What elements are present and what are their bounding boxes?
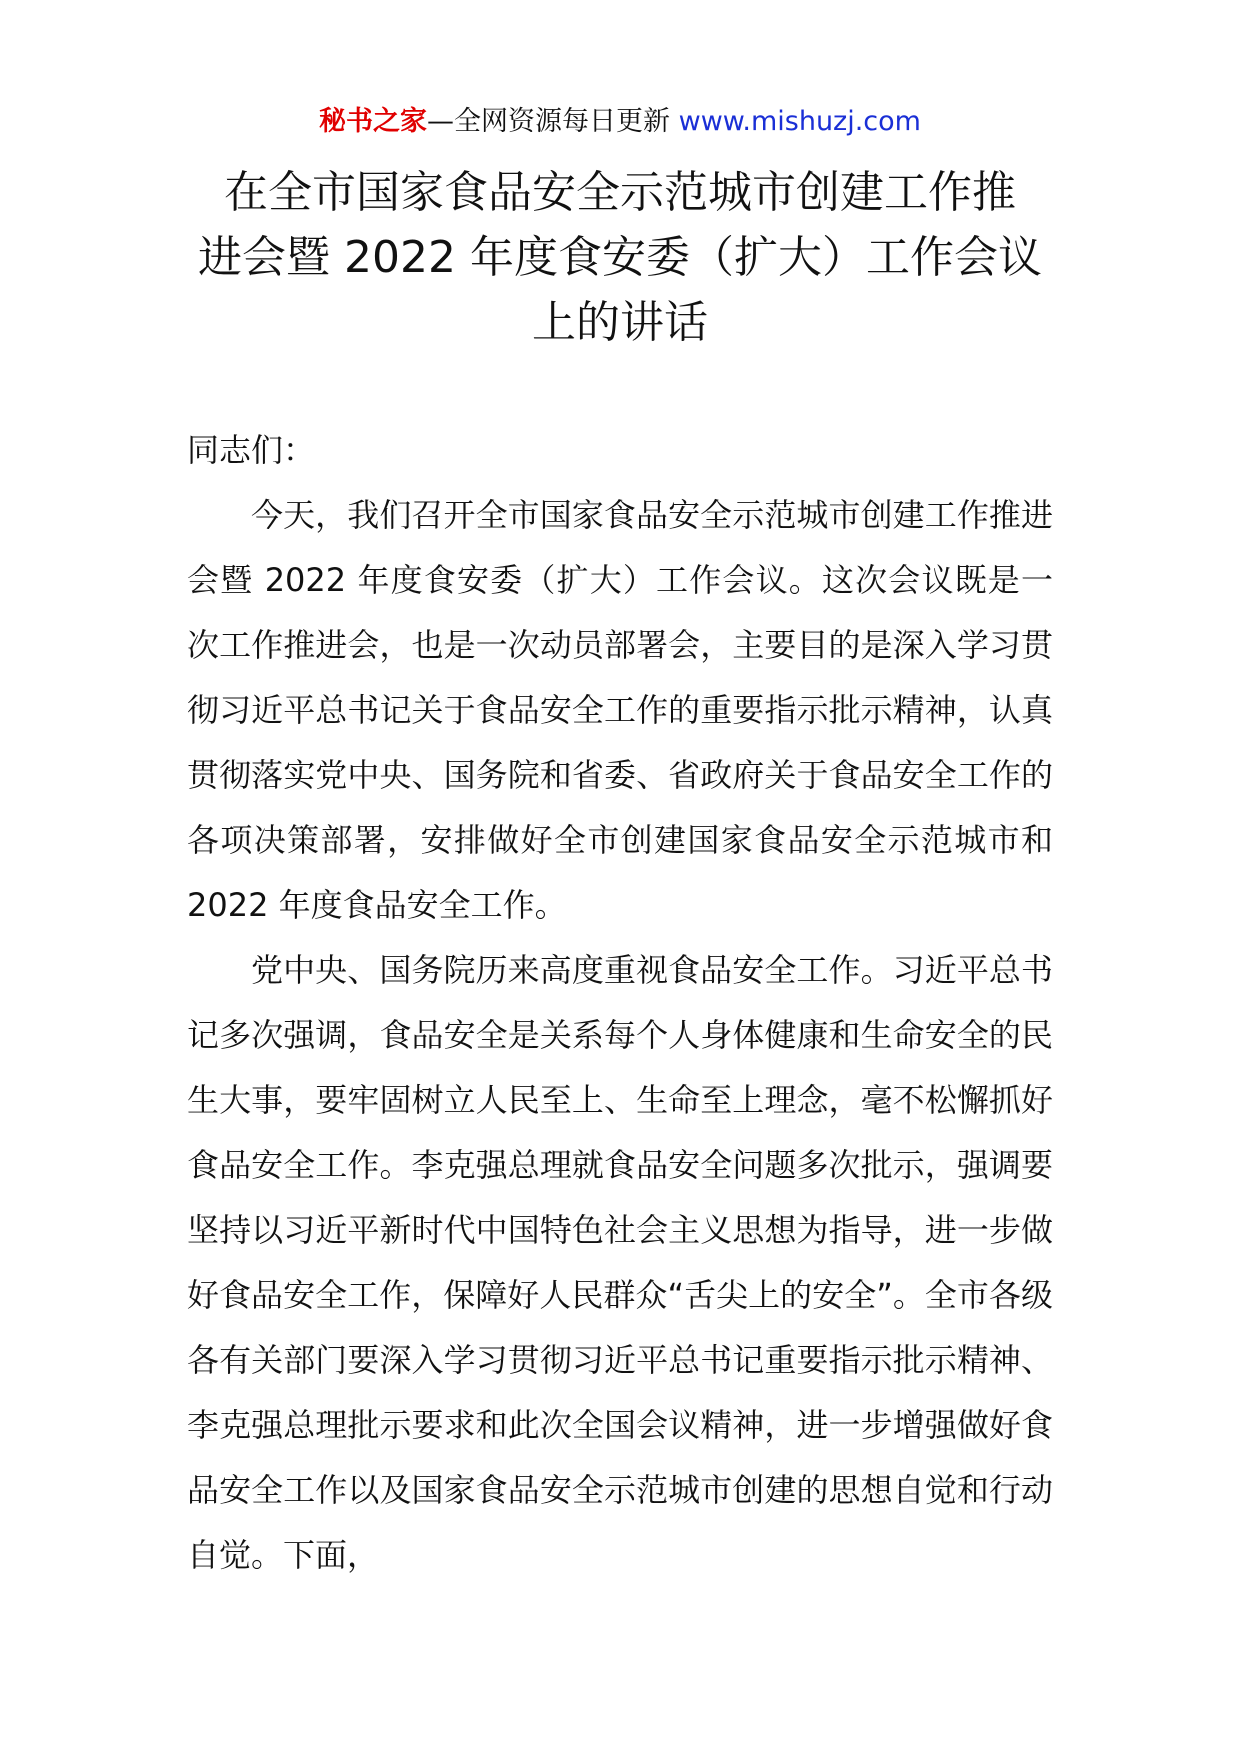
site-url-link[interactable]: www.mishuzj.com (678, 106, 921, 137)
site-header (0, 102, 1240, 142)
body-paragraph: 今天，我们召开全市国家食品安全示范城市创建工作推进会暨 2022 年度食安委（扩大）工作会议。这次会议既是一次工作推进会，也是一次动员部署会，主要目的是深入学习贯彻习近平总书记关于食品安全工作的重要指示批示精神，认真贯彻落实党中央、国务院和省委、省政府关于食品安全工作的各项决策部署，安排做好全市创建国家食品安全示范城市和 2022 年度食品安全工作。 (187, 496, 1053, 924)
document-body (187, 418, 1053, 1588)
body-paragraph: 党中央、国务院历来高度重视食品安全工作。习近平总书记多次强调，食品安全是关系每个人身体健康和生命安全的民生大事，要牢固树立人民至上、生命至上理念，毫不松懈抓好食品安全工作。李克强总理就食品安全问题多次批示，强调要坚持以习近平新时代中国特色社会主义思想为指导，进一步做好食品安全工作，保障好人民群众“舌尖上的安全”。全市各级各有关部门要深入学习贯彻习近平总书记重要指示批示精神、李克强总理批示要求和此次全国会议精神，进一步增强做好食品安全工作以及国家食品安全示范城市创建的思想自觉和行动自觉。下面， (187, 951, 1053, 1574)
title-line: 进会暨 2022 年度食安委（扩大）工作会议 (198, 232, 1042, 283)
title-line: 上的讲话 (532, 297, 708, 348)
title-line: 在全市国家食品安全示范城市创建工作推 (224, 167, 1016, 218)
salutation: 同志们： (187, 431, 316, 469)
brand-name: 秘书之家 (319, 106, 428, 137)
header-tagline: —全网资源每日更新 (427, 106, 679, 137)
document-title (170, 160, 1070, 355)
